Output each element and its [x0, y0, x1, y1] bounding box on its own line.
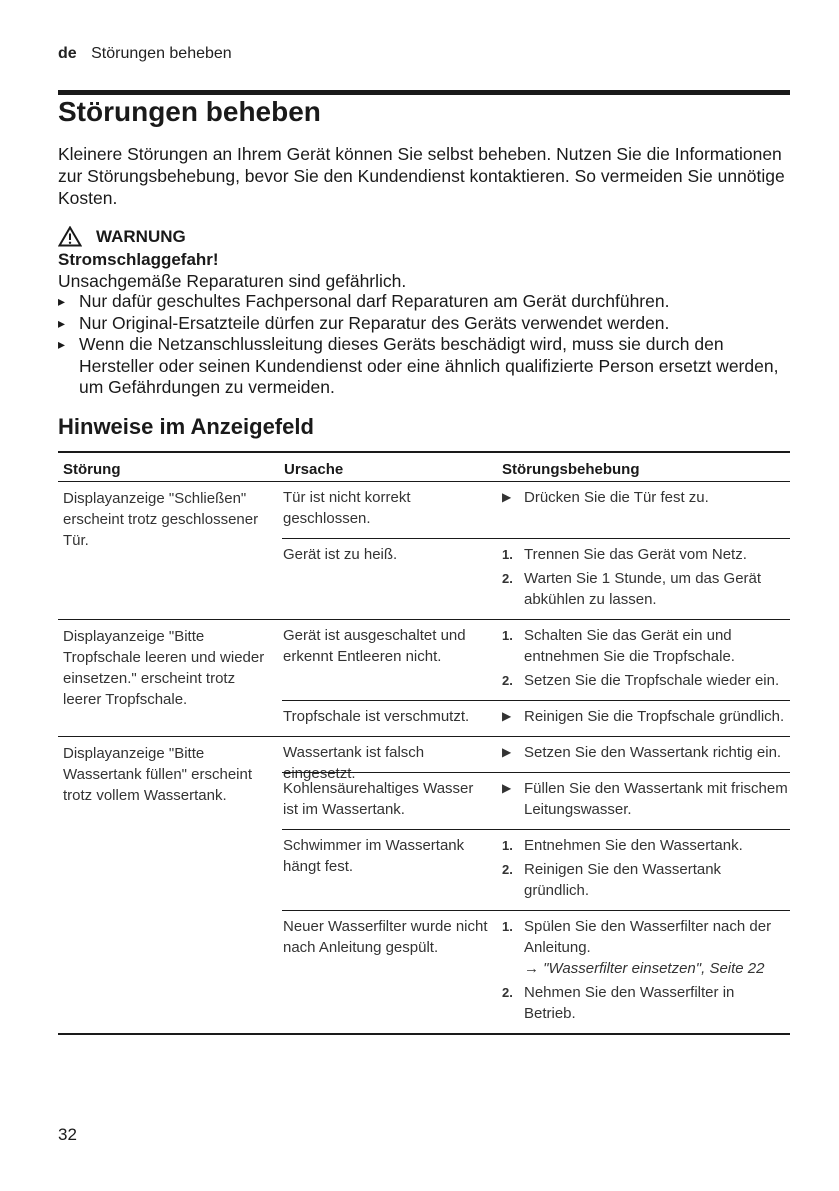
- remedy-step: Trennen Sie das Gerät vom Netz.: [524, 546, 747, 563]
- remedy-cell: 1. Entnehmen Sie den Wassertank. 2. Reinigen Sie den Wassertank gründlich.: [502, 837, 743, 899]
- remedy-step: Warten Sie 1 Stunde, um das Gerät abkühlen zu lassen.: [524, 570, 762, 608]
- table-row-group: [58, 737, 790, 1035]
- remedy-step: Reinigen Sie den Wassertank gründlich.: [524, 861, 722, 899]
- page-number: 32: [58, 1125, 77, 1144]
- cause-cell: Neuer Wasserfilter wurde nicht nach Anleitung gespült.: [283, 918, 488, 956]
- remedy-step: Füllen Sie den Wassertank mit frischem Leitungswasser.: [524, 780, 788, 818]
- remedy-cell: [502, 737, 790, 772]
- cross-reference-link[interactable]: "Wasserfilter einsetzen", Seite 22: [543, 960, 765, 977]
- bullet-icon: ▶: [502, 781, 512, 795]
- cause-cell: Tür ist nicht korrekt geschlossen.: [283, 489, 411, 527]
- arrow-right-icon: →: [524, 960, 539, 977]
- cause-cell: Tropfschale ist verschmutzt.: [283, 708, 470, 725]
- bullet-icon: ▶: [502, 709, 512, 723]
- list-item: ▸ Wenn die Netzanschlussleitung dieses Geräts beschädigt wird, muss sie durch den Hersteller oder seinen Kundendienst oder eine ähnlich qualifizierte Person ersetzt werden, um Gefährdungen zu vermeiden.: [58, 334, 788, 399]
- table-row: [282, 482, 790, 538]
- table-row: [282, 829, 790, 910]
- remedy-step: Schalten Sie das Gerät ein und entnehmen Sie die Tropfschale.: [524, 627, 735, 665]
- fault-cell: Displayanzeige "Schließen" erscheint trotz geschlossener Tür.: [63, 490, 259, 549]
- remedy-cell: 1. Spülen Sie den Wasserfilter nach der Anleitung. → "Wasserfilter einsetzen", Seite 22 2. Nehmen Sie den Wasserfilter in Betrieb.: [502, 918, 772, 1022]
- remedy-step: Entnehmen Sie den Wassertank.: [524, 837, 743, 854]
- table-row: [282, 910, 790, 1033]
- remedy-step: Drücken Sie die Tür fest zu.: [524, 489, 709, 506]
- remedy-cell: 1. Schalten Sie das Gerät ein und entnehmen Sie die Tropfschale. 2. Setzen Sie die Tropfschale wieder ein.: [502, 627, 780, 689]
- hazard-title: Stromschlaggefahr!: [58, 250, 219, 269]
- cause-cell: Schwimmer im Wassertank hängt fest.: [283, 837, 465, 875]
- table-header: [58, 451, 790, 482]
- col-header-remedy: Störungsbehebung: [502, 461, 640, 478]
- remedy-cell: [502, 701, 790, 736]
- list-item: ▸ Nur dafür geschultes Fachpersonal darf Reparaturen am Gerät durchführen.: [58, 291, 788, 313]
- table-row-group: [58, 620, 790, 737]
- fault-cell: Displayanzeige "Bitte Wassertank füllen" erscheint trotz vollem Wassertank.: [63, 745, 253, 804]
- table-row-group: [58, 482, 790, 620]
- header-section: Störungen beheben: [91, 45, 232, 62]
- fault-cell: Displayanzeige "Bitte Tropfschale leeren und wieder einsetzen." erscheint trotz leerer Tropfschale.: [63, 628, 265, 708]
- intro-paragraph: Kleinere Störungen an Ihrem Gerät können Sie selbst beheben. Nutzen Sie die Informationen zur Störungsbehebung, bevor Sie den Kundendienst kontaktieren. So vermeiden Sie unnötige Kosten.: [58, 144, 785, 208]
- cause-cell: Gerät ist zu heiß.: [283, 546, 398, 563]
- cause-cell: Wassertank ist falsch eingesetzt.: [283, 744, 425, 782]
- table-row: [282, 772, 790, 829]
- remedy-cell: [502, 773, 790, 829]
- table-row: [282, 538, 790, 619]
- table-row: [282, 700, 790, 736]
- cause-cell: Kohlensäurehaltiges Wasser ist im Wassertank.: [283, 780, 474, 818]
- remedy-step: Spülen Sie den Wasserfilter nach der Anleitung.: [524, 918, 772, 956]
- warning-text: Unsachgemäße Reparaturen sind gefährlich.: [58, 271, 407, 291]
- bullet-icon: ▶: [502, 745, 512, 759]
- remedy-step: Nehmen Sie den Wasserfilter in Betrieb.: [524, 984, 735, 1022]
- bullet-icon: ▶: [502, 490, 512, 504]
- page-title: Störungen beheben: [58, 96, 321, 127]
- troubleshooting-table: [58, 451, 790, 1035]
- warning-list: [58, 291, 788, 399]
- col-header-fault: Störung: [63, 461, 121, 478]
- section-heading: Hinweise im Anzeigefeld: [58, 414, 314, 439]
- remedy-step: Reinigen Sie die Tropfschale gründlich.: [524, 708, 785, 725]
- table-row: [282, 620, 790, 700]
- warning-label: WARNUNG: [96, 226, 186, 246]
- remedy-step: Setzen Sie den Wassertank richtig ein.: [524, 744, 782, 761]
- remedy-step: Setzen Sie die Tropfschale wieder ein.: [524, 672, 780, 689]
- table-row: [282, 737, 790, 782]
- title-rule: [58, 90, 790, 95]
- warning-heading: [58, 226, 186, 247]
- cause-cell: Gerät ist ausgeschaltet und erkennt Entleeren nicht.: [283, 627, 466, 665]
- language-code: de: [58, 45, 77, 62]
- running-header: [58, 45, 232, 63]
- list-item: ▸ Nur Original-Ersatzteile dürfen zur Reparatur des Geräts verwendet werden.: [58, 313, 788, 335]
- warning-triangle-icon: [58, 226, 82, 247]
- remedy-cell: 1. Trennen Sie das Gerät vom Netz. 2. Warten Sie 1 Stunde, um das Gerät abkühlen zu lassen.: [502, 546, 762, 608]
- col-header-cause: Ursache: [284, 461, 344, 478]
- remedy-cell: [502, 482, 790, 538]
